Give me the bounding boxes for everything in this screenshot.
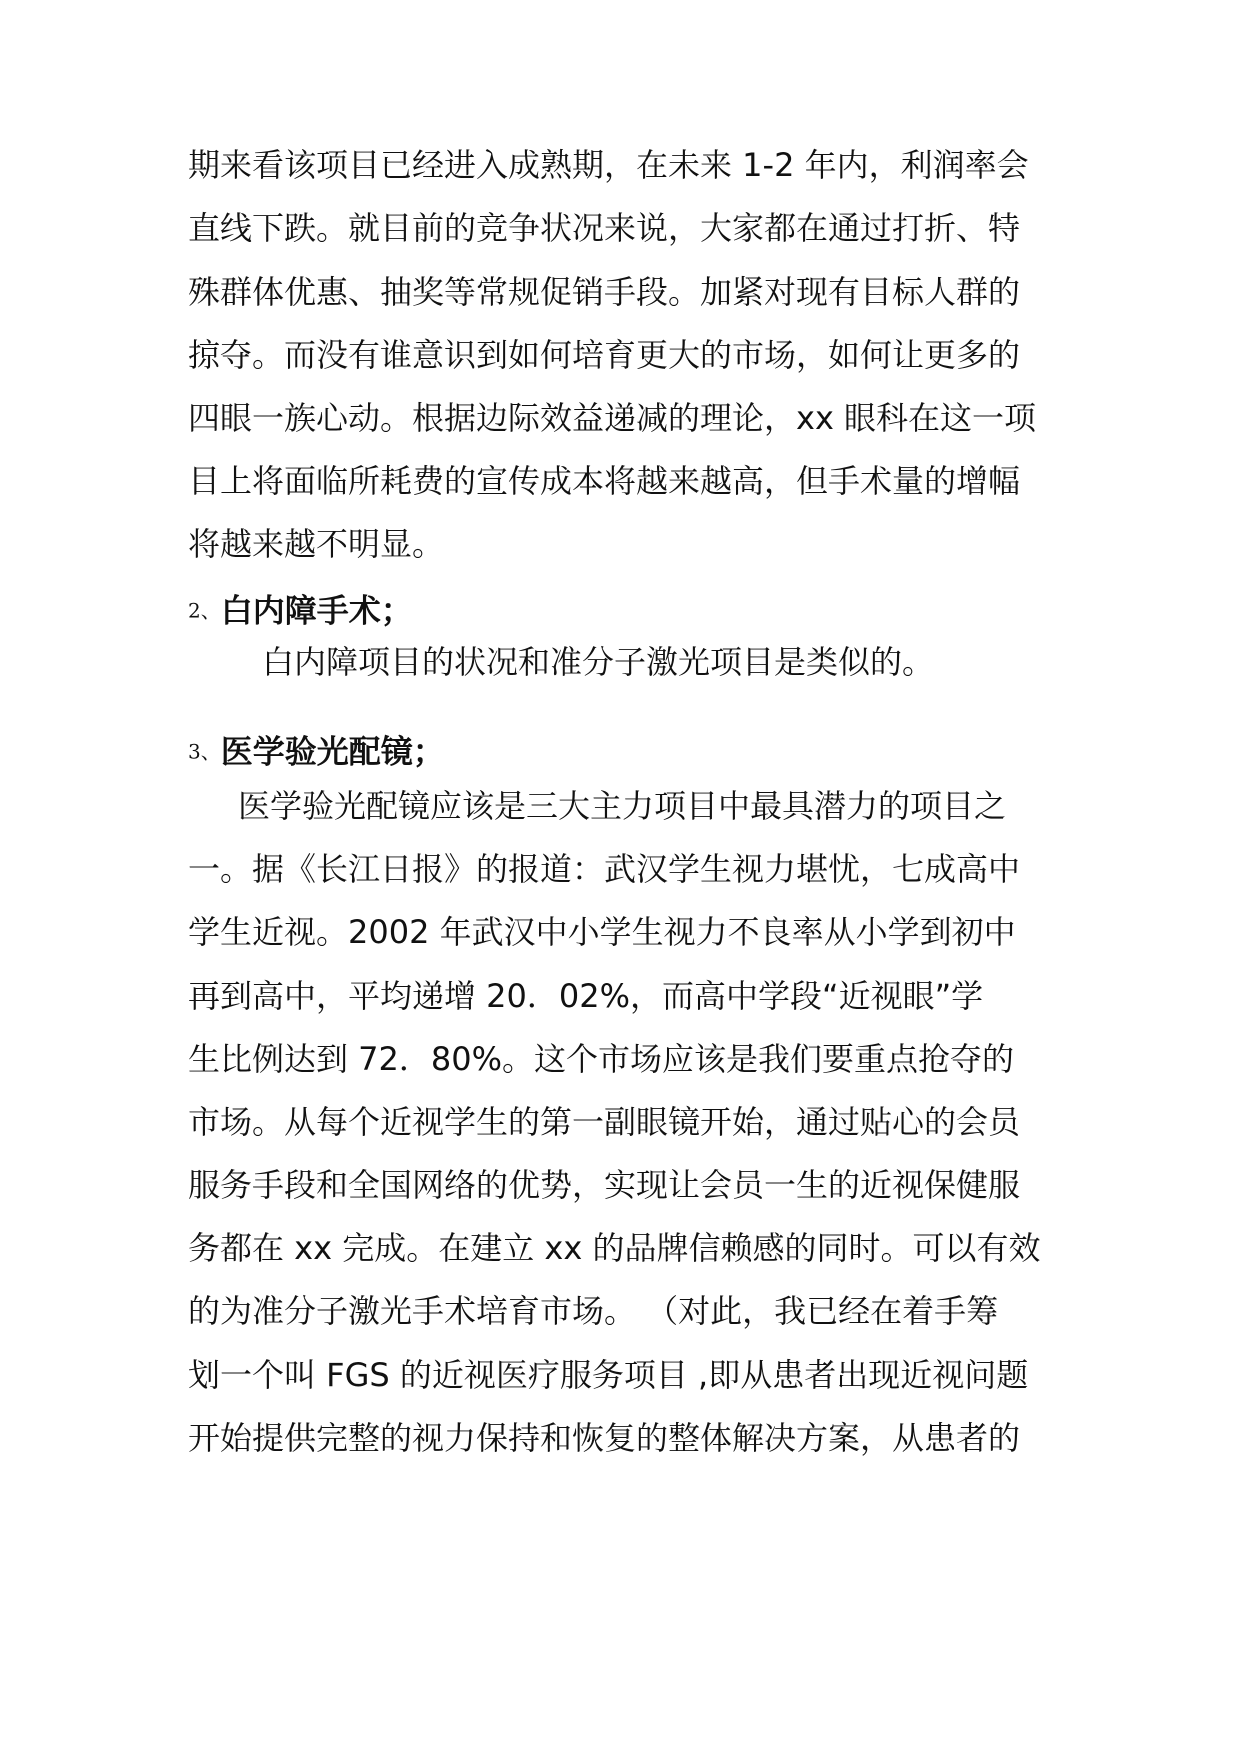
section-heading-2	[188, 585, 413, 635]
section-number: 2、	[188, 598, 221, 623]
paragraph-line: 目上将面临所耗费的宣传成本将越来越高，但手术量的增幅	[188, 462, 1021, 500]
paragraph-line: 服务手段和全国网络的优势，实现让会员一生的近视保健服	[188, 1166, 1021, 1204]
section-body: 白内障项目的状况和准分子激光项目是类似的。	[262, 643, 935, 681]
section-title: 白内障手术；	[220, 591, 413, 630]
paragraph-line: 划一个叫 FGS 的近视医疗服务项目 ,即从患者出现近视问题	[188, 1356, 1029, 1394]
paragraph-line: 直线下跌。就目前的竞争状况来说，大家都在通过打折、特	[188, 209, 1021, 247]
paragraph-line: 学生近视。2002 年武汉中小学生视力不良率从小学到初中	[188, 913, 1016, 951]
paragraph-line: 务都在 xx 完成。在建立 xx 的品牌信赖感的同时。可以有效	[188, 1229, 1041, 1267]
paragraph-line: 四眼一族心动。根据边际效益递减的理论，xx 眼科在这一项	[188, 399, 1037, 437]
paragraph-line: 的为准分子激光手术培育市场。 （对此，我已经在着手筹	[188, 1292, 999, 1330]
paragraph-line: 将越来越不明显。	[188, 525, 445, 563]
paragraph-line: 殊群体优惠、抽奖等常规促销手段。加紧对现有目标人群的	[188, 273, 1021, 311]
section-heading-3	[188, 726, 445, 776]
paragraph-line: 生比例达到 72．80%。这个市场应该是我们要重点抢夺的	[188, 1040, 1015, 1078]
paragraph-line: 一。据《长江日报》的报道：武汉学生视力堪忧，七成高中	[188, 850, 1021, 888]
paragraph-line: 掠夺。而没有谁意识到如何培育更大的市场，如何让更多的	[188, 336, 1021, 374]
section-number: 3、	[188, 739, 221, 764]
paragraph-line: 期来看该项目已经进入成熟期，在未来 1-2 年内，利润率会	[188, 146, 1029, 184]
paragraph-line: 再到高中，平均递增 20．02%，而高中学段“近视眼”学	[188, 977, 984, 1015]
section-title: 医学验光配镜；	[220, 732, 445, 771]
paragraph-line: 市场。从每个近视学生的第一副眼镜开始，通过贴心的会员	[188, 1103, 1021, 1141]
paragraph-line: 开始提供完整的视力保持和恢复的整体解决方案，从患者的	[188, 1419, 1021, 1457]
paragraph-line: 医学验光配镜应该是三大主力项目中最具潜力的项目之	[238, 787, 1007, 825]
